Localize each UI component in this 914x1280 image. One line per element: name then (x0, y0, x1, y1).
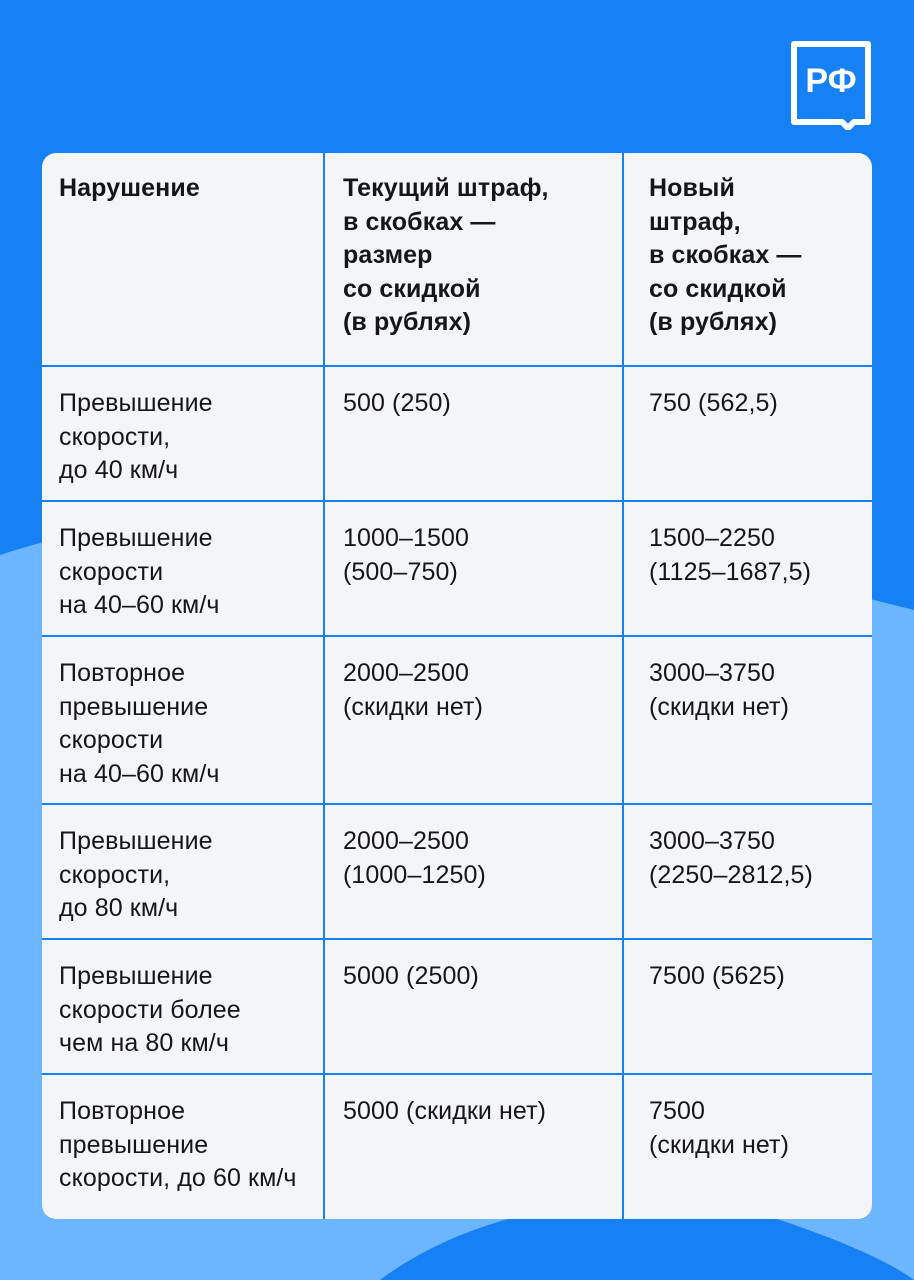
new-fine-cell: 3000–3750 (2250–2812,5) (623, 804, 872, 939)
violation-cell: Повторное превышение скорости, до 60 км/ч (42, 1074, 324, 1219)
violation-cell: Превышение скорости на 40–60 км/ч (42, 501, 324, 636)
table-row (42, 1074, 872, 1219)
table-row (42, 939, 872, 1074)
header-violation: Нарушение (42, 153, 324, 366)
current-fine-cell: 5000 (скидки нет) (324, 1074, 623, 1219)
table-row (42, 501, 872, 636)
current-fine-cell: 5000 (2500) (324, 939, 623, 1074)
violation-cell: Превышение скорости более чем на 80 км/ч (42, 939, 324, 1074)
fines-table-card (42, 153, 872, 1219)
new-fine-cell: 3000–3750 (скидки нет) (623, 636, 872, 804)
header-new-fine: Новый штраф, в скобках — со скидкой (в рублях) (623, 153, 872, 366)
new-fine-cell: 7500 (5625) (623, 939, 872, 1074)
violation-cell: Повторное превышение скорости на 40–60 км/ч (42, 636, 324, 804)
logo-text: РФ (805, 62, 857, 100)
violation-cell: Превышение скорости, до 40 км/ч (42, 366, 324, 501)
header-current-fine: Текущий штраф, в скобках — размер со скидкой (в рублях) (324, 153, 623, 366)
new-fine-cell: 7500 (скидки нет) (623, 1074, 872, 1219)
rf-logo (788, 40, 874, 130)
table-row (42, 636, 872, 804)
table-row (42, 366, 872, 501)
current-fine-cell: 2000–2500 (скидки нет) (324, 636, 623, 804)
violation-cell: Превышение скорости, до 80 км/ч (42, 804, 324, 939)
new-fine-cell: 1500–2250 (1125–1687,5) (623, 501, 872, 636)
new-fine-cell: 750 (562,5) (623, 366, 872, 501)
current-fine-cell: 500 (250) (324, 366, 623, 501)
fines-table (42, 153, 872, 1219)
table-header-row (42, 153, 872, 366)
current-fine-cell: 1000–1500 (500–750) (324, 501, 623, 636)
table-row (42, 804, 872, 939)
current-fine-cell: 2000–2500 (1000–1250) (324, 804, 623, 939)
